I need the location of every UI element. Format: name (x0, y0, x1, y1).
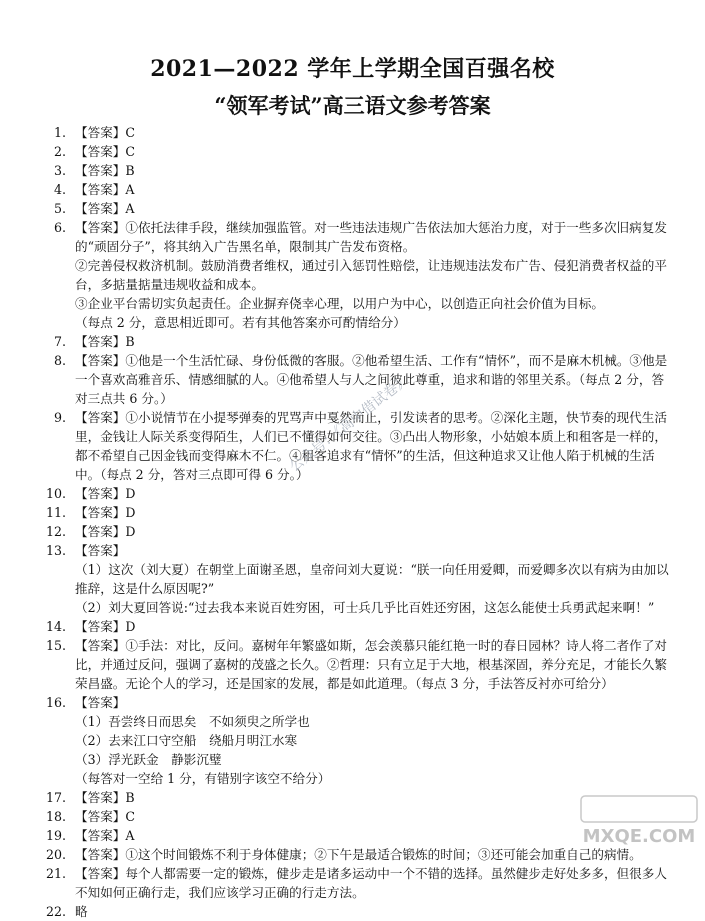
item-text: 【答案】①小说情节在小提琴弹奏的咒骂声中戛然而止，引发读者的思考。②深化主题，快节奏的现代生活里，金钱让人际关系变得陌生，人们已不懂得如何交往。③凸出人物形象，小姑娘本质上和租客是一样的，都不希望自己因金钱而变得麻木不仁。④租客追求有“情怀”的生活，但这种追求又让他人陷于机械的生活中。（每点 2 分，答对三点即可得 6 分。） (75, 410, 667, 482)
item-number: 17. (45, 790, 66, 805)
answer-item-1 (0, 123, 705, 142)
item-text: （2）去来江口守空船 绕船月明江水寒 (75, 733, 298, 748)
answer-item-13-part-1 (0, 560, 705, 598)
item-text: （每点 2 分，意思相近即可。若有其他答案亦可酌情给分） (75, 315, 406, 330)
item-text: 【答案】B (75, 334, 135, 349)
answer-item-16-part-3 (0, 750, 705, 769)
item-number: 18. (45, 809, 66, 824)
site-logo (579, 790, 699, 850)
answer-item-12 (0, 522, 705, 541)
item-text: 【答案】 (75, 543, 126, 558)
item-number: 15. (45, 638, 66, 653)
item-number: 6. (53, 220, 66, 235)
document-subtitle: “领军考试”高三语文参考答案 (214, 93, 491, 118)
item-number: 7. (53, 334, 66, 349)
item-text: 【答案】D (75, 619, 136, 634)
item-text: 【答案】①手法：对比，反问。嘉树年年繁盛如斯，怎会羡慕只能红艳一时的春日园林？诗人将二者作了对比，并通过反问，强调了嘉树的茂盛之长久。②哲理：只有立足于大地，根基深固，养分充足，才能长久繁荣昌盛。无论个人的学习，还是国家的发展，都是如此道理。（每点 3 分，手法答反衬亦可给分） (75, 638, 667, 691)
item-text: （3）浮光跃金 静影沉璧 (75, 752, 222, 767)
item-text: 【答案】①他是一个生活忙碌、身份低微的客服。②他希望生活、工作有“情怀”，而不是麻木机械。③他是一个喜欢高雅音乐、情感细腻的人。④他希望人与人之间彼此尊重，追求和谐的邻里关系。（每点 2 分，答对三点共 6 分。） (75, 353, 668, 406)
item-text: （每答对一空给 1 分，有错别字该空不给分） (75, 771, 331, 786)
answer-item-10 (0, 484, 705, 503)
answer-item-2 (0, 142, 705, 161)
item-text: 【答案】每个人都需要一定的锻炼，健步走是诸多运动中一个不错的选择。虽然健步走好处多多，但很多人不知如何正确行走，我们应该学习正确的行走方法。 (75, 866, 667, 900)
answer-item-16-part-1 (0, 712, 705, 731)
answer-item-5 (0, 199, 705, 218)
item-number: 20. (45, 847, 66, 862)
item-text: ③企业平台需切实负起责任。企业摒弃侥幸心理，以用户为中心，以创造正向社会价值为目标。 (75, 296, 604, 311)
answer-item-16-part-2 (0, 731, 705, 750)
item-text: （1）这次（刘大夏）在朝堂上面谢圣恩，皇帝问刘大夏说：“朕一向任用爱卿，而爱卿多次以有病为由加以推辞，这是什么原因呢?” (75, 562, 669, 596)
answer-item-21 (0, 864, 705, 902)
answer-item-8 (0, 351, 705, 408)
item-number: 10. (45, 486, 66, 501)
answer-item-13-part-2 (0, 598, 705, 617)
document-title: 2021—2022 学年上学期全国百强名校 (150, 56, 555, 82)
answer-item-13 (0, 541, 705, 560)
answer-item-16-scoring (0, 769, 705, 788)
item-number: 2. (53, 144, 66, 159)
item-number: 8. (53, 353, 66, 368)
item-text: 【答案】B (75, 790, 135, 805)
item-text: 【答案】B (75, 163, 135, 178)
answer-item-4 (0, 180, 705, 199)
item-text: 略 (75, 904, 88, 919)
answer-item-6-part-2 (0, 256, 705, 294)
item-text: 【答案】A (75, 828, 135, 843)
answer-item-6 (0, 218, 705, 256)
item-number: 19. (45, 828, 66, 843)
item-number: 4. (53, 182, 66, 197)
item-text: （2）刘大夏回答说:“过去我本来说百姓穷困，可士兵几乎比百姓还穷困，这怎么能使士兵勇武起来啊！” (75, 600, 655, 615)
answer-item-6-scoring (0, 313, 705, 332)
item-text: 【答案】①这个时间锻炼不利于身体健康；②下午是最适合锻炼的时间；③还可能会加重自己的病情。 (75, 847, 642, 862)
item-number: 11. (45, 505, 66, 520)
item-number: 22. (45, 904, 66, 919)
item-text: 【答案】D (75, 524, 136, 539)
item-number: 13. (45, 543, 66, 558)
answer-item-7 (0, 332, 705, 351)
answer-item-14 (0, 617, 705, 636)
answer-item-22 (0, 902, 705, 921)
item-text: ②完善侵权救济机制。鼓励消费者维权，通过引入惩罚性赔偿，让违规违法发布广告、侵犯消费者权益的平台，多掂量掂量违规收益和成本。 (75, 258, 667, 292)
answer-item-3 (0, 161, 705, 180)
item-number: 1. (53, 125, 66, 140)
answer-item-16 (0, 693, 705, 712)
item-text: 【答案】C (75, 144, 136, 159)
item-number: 5. (53, 201, 66, 216)
item-text: 【答案】A (75, 182, 135, 197)
item-text: （1）吾尝终日而思矣 不如须臾之所学也 (75, 714, 310, 729)
item-number: 16. (45, 695, 66, 710)
watermark-text: 公众号：《高中借试卷》 (286, 371, 413, 475)
item-text: 【答案】①依托法律手段，继续加强监管。对一些违法违规广告依法加大惩治力度，对于一些多次旧病复发的“顽固分子”，将其纳入广告黑名单，限制其广告发布资格。 (75, 220, 667, 254)
item-text: 【答案】 (75, 695, 126, 710)
item-text: 【答案】D (75, 505, 136, 520)
item-text: 【答案】D (75, 486, 136, 501)
answer-item-15 (0, 636, 705, 693)
item-number: 3. (53, 163, 66, 178)
answer-item-6-part-3 (0, 294, 705, 313)
item-number: 12. (45, 524, 66, 539)
answer-item-11 (0, 503, 705, 522)
logo-text: MXQE.COM (582, 826, 696, 847)
item-number: 14. (45, 619, 66, 634)
item-number: 9. (53, 410, 66, 425)
item-text: 【答案】C (75, 125, 136, 140)
item-text: 【答案】A (75, 201, 135, 216)
item-number: 21. (45, 866, 66, 881)
item-text: 【答案】C (75, 809, 136, 824)
